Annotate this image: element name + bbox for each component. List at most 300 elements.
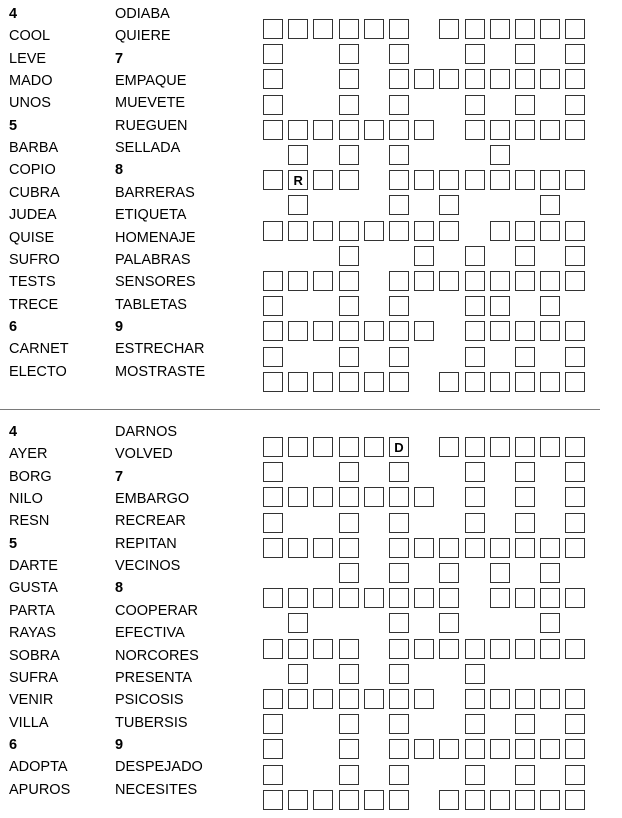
grid-cell[interactable] [490, 588, 510, 608]
grid-cell[interactable] [565, 19, 585, 39]
grid-cell[interactable] [414, 538, 434, 558]
word-entry: SOBRA [9, 647, 60, 664]
grid-cell[interactable] [490, 321, 510, 341]
grid-cell[interactable] [515, 19, 535, 39]
grid-cell[interactable] [515, 462, 535, 482]
grid-cell[interactable] [465, 739, 485, 759]
word-entry: VENIR [9, 692, 54, 709]
word-entry: COPIO [9, 162, 56, 179]
word-entry: NILO [9, 491, 43, 508]
grid-cell[interactable] [540, 296, 560, 316]
grid-cell[interactable] [288, 271, 308, 291]
grid-cell[interactable] [565, 714, 585, 734]
grid-cell[interactable] [339, 44, 359, 64]
grid-cell[interactable] [339, 145, 359, 165]
grid-cell[interactable] [339, 347, 359, 367]
grid-cell[interactable] [439, 739, 459, 759]
grid-cell[interactable] [389, 170, 409, 190]
grid-cell[interactable] [565, 513, 585, 533]
grid-cell[interactable] [263, 221, 283, 241]
grid-cell-given-letter[interactable]: R [288, 170, 308, 190]
grid-cell[interactable] [465, 246, 485, 266]
word-entry: RECREAR [115, 513, 186, 530]
grid-cell[interactable] [465, 689, 485, 709]
grid-cell[interactable] [465, 69, 485, 89]
grid-cell[interactable] [565, 120, 585, 140]
grid-cell[interactable] [515, 221, 535, 241]
grid-cell[interactable] [565, 221, 585, 241]
grid-cell[interactable] [515, 170, 535, 190]
grid-cell[interactable] [364, 321, 384, 341]
grid-cell[interactable] [313, 588, 333, 608]
grid-cell[interactable] [465, 790, 485, 810]
grid-cell[interactable] [465, 347, 485, 367]
grid-cell[interactable] [288, 321, 308, 341]
grid-cell[interactable] [364, 588, 384, 608]
grid-cell[interactable] [313, 321, 333, 341]
grid-cell[interactable] [364, 120, 384, 140]
grid-cell[interactable] [465, 44, 485, 64]
grid-cell[interactable] [339, 639, 359, 659]
grid-cell[interactable] [389, 714, 409, 734]
grid-cell[interactable] [339, 19, 359, 39]
grid-cell[interactable] [439, 639, 459, 659]
grid-cell[interactable] [389, 321, 409, 341]
grid-cell[interactable] [263, 765, 283, 785]
grid-cell[interactable] [313, 372, 333, 392]
word-entry: EMBARGO [115, 491, 190, 508]
word-entry: SELLADA [115, 140, 181, 157]
grid-cell[interactable] [389, 639, 409, 659]
grid-cell[interactable] [540, 120, 560, 140]
grid-cell[interactable] [515, 95, 535, 115]
grid-cell[interactable] [389, 689, 409, 709]
grid-cell[interactable] [364, 221, 384, 241]
grid-cell[interactable] [389, 296, 409, 316]
grid-cell[interactable] [339, 487, 359, 507]
grid-cell[interactable] [540, 689, 560, 709]
grid-cell[interactable] [439, 372, 459, 392]
grid-cell[interactable] [288, 689, 308, 709]
word-entry: SUFRO [9, 251, 60, 268]
word-entry: TESTS [9, 274, 56, 291]
grid-cell[interactable] [263, 44, 283, 64]
grid-cell[interactable] [540, 221, 560, 241]
puzzle-1 [0, 0, 622, 400]
grid-cell[interactable] [313, 639, 333, 659]
grid-cell[interactable] [490, 69, 510, 89]
grid-cell[interactable] [339, 246, 359, 266]
grid-cell[interactable] [465, 487, 485, 507]
grid-cell[interactable] [414, 120, 434, 140]
grid-cell[interactable] [565, 95, 585, 115]
grid-cell[interactable] [465, 437, 485, 457]
word-entry: BARRERAS [115, 184, 195, 201]
grid-cell[interactable] [263, 513, 283, 533]
grid-cell[interactable] [339, 69, 359, 89]
grid-cell[interactable] [540, 19, 560, 39]
grid-cell[interactable] [263, 347, 283, 367]
grid-cell[interactable] [263, 739, 283, 759]
grid-cell[interactable] [565, 271, 585, 291]
grid-cell[interactable] [490, 296, 510, 316]
grid-cell[interactable] [515, 513, 535, 533]
grid-cell[interactable] [288, 487, 308, 507]
grid-cell[interactable] [389, 513, 409, 533]
word-entry: QUIERE [115, 28, 171, 45]
grid-cell[interactable] [565, 689, 585, 709]
word-entry: SUFRA [9, 669, 59, 686]
grid-cell[interactable] [490, 145, 510, 165]
grid-cell[interactable] [288, 19, 308, 39]
grid-cell[interactable] [389, 538, 409, 558]
grid-cell[interactable] [313, 487, 333, 507]
word-entry: DARTE [9, 558, 58, 575]
grid-cell[interactable] [439, 170, 459, 190]
grid-cell[interactable] [263, 689, 283, 709]
grid-cell[interactable] [389, 664, 409, 684]
grid-cell[interactable] [389, 271, 409, 291]
grid-cell[interactable] [515, 487, 535, 507]
grid-cell[interactable] [414, 271, 434, 291]
grid-cell[interactable] [414, 639, 434, 659]
grid-cell[interactable] [490, 689, 510, 709]
grid-cell[interactable] [389, 95, 409, 115]
grid-cell[interactable] [439, 195, 459, 215]
grid-cell[interactable] [465, 765, 485, 785]
word-length-header: 7 [115, 50, 124, 67]
grid-cell[interactable] [465, 664, 485, 684]
grid-cell[interactable] [540, 538, 560, 558]
word-entry: EMPAQUE [115, 73, 187, 90]
grid-cell[interactable] [389, 563, 409, 583]
grid-cell[interactable] [490, 120, 510, 140]
word-entry: TABLETAS [115, 296, 187, 313]
grid-cell[interactable] [540, 613, 560, 633]
grid-cell[interactable] [465, 170, 485, 190]
grid-cell[interactable] [565, 639, 585, 659]
grid-cell[interactable] [439, 69, 459, 89]
grid-cell[interactable] [465, 462, 485, 482]
grid-cell[interactable] [288, 613, 308, 633]
grid-cell[interactable] [339, 689, 359, 709]
word-length-header: 8 [115, 162, 124, 179]
grid-cell[interactable] [263, 639, 283, 659]
grid-cell[interactable] [263, 120, 283, 140]
grid-cell[interactable] [313, 437, 333, 457]
grid-cell[interactable] [339, 296, 359, 316]
grid-cell[interactable] [540, 437, 560, 457]
grid-cell[interactable] [389, 347, 409, 367]
grid-cell[interactable] [465, 513, 485, 533]
grid-cell[interactable] [439, 271, 459, 291]
grid-cell[interactable] [565, 321, 585, 341]
grid-cell[interactable] [339, 790, 359, 810]
grid-cell[interactable] [439, 538, 459, 558]
word-entry: PRESENTA [115, 669, 193, 686]
grid-cell[interactable] [465, 372, 485, 392]
grid-cell[interactable] [515, 689, 535, 709]
grid-cell[interactable] [414, 588, 434, 608]
grid-cell[interactable] [288, 372, 308, 392]
word-entry: DARNOS [115, 424, 178, 440]
word-entry: PALABRAS [115, 251, 191, 268]
grid-cell[interactable] [263, 271, 283, 291]
grid-cell[interactable] [565, 246, 585, 266]
grid-cell[interactable] [414, 170, 434, 190]
grid-cell[interactable] [565, 790, 585, 810]
grid-cell[interactable] [465, 714, 485, 734]
grid-cell[interactable] [339, 170, 359, 190]
grid-cell[interactable] [490, 271, 510, 291]
grid-cell[interactable] [389, 613, 409, 633]
grid-cell[interactable] [263, 296, 283, 316]
grid-cell[interactable] [389, 120, 409, 140]
grid-cell[interactable] [389, 221, 409, 241]
grid-cell[interactable] [465, 296, 485, 316]
word-length-header: 9 [115, 318, 124, 335]
grid-cell[interactable] [339, 462, 359, 482]
grid-cell[interactable] [288, 588, 308, 608]
grid-cell[interactable] [389, 145, 409, 165]
grid-cell[interactable] [364, 437, 384, 457]
grid-cell[interactable] [263, 372, 283, 392]
grid-cell[interactable] [414, 487, 434, 507]
grid-cell[interactable] [465, 95, 485, 115]
word-entry: APUROS [9, 781, 71, 798]
grid-cell[interactable] [389, 487, 409, 507]
word-entry: VOLVED [115, 446, 173, 463]
grid-cell[interactable] [515, 120, 535, 140]
grid-cell[interactable] [339, 221, 359, 241]
grid-cell[interactable] [515, 372, 535, 392]
grid-cell[interactable] [515, 588, 535, 608]
grid-cell[interactable] [490, 538, 510, 558]
grid-cell[interactable] [389, 19, 409, 39]
word-entry: CARNET [9, 341, 69, 358]
grid-cell[interactable] [490, 739, 510, 759]
grid-cell[interactable] [465, 321, 485, 341]
grid-cell[interactable] [263, 790, 283, 810]
grid-cell[interactable] [263, 95, 283, 115]
grid-cell[interactable] [339, 538, 359, 558]
grid-cell[interactable] [414, 739, 434, 759]
word-entry: ESTRECHAR [115, 341, 205, 358]
word-length-header: 5 [9, 117, 18, 134]
grid-cell[interactable] [515, 44, 535, 64]
grid-cell[interactable] [439, 19, 459, 39]
grid-cell[interactable] [490, 437, 510, 457]
grid-cell[interactable] [263, 437, 283, 457]
grid-cell[interactable] [565, 44, 585, 64]
grid-cell[interactable] [389, 739, 409, 759]
grid-cell[interactable] [565, 487, 585, 507]
grid-cell-given-letter[interactable]: D [389, 437, 409, 457]
word-entry: ETIQUETA [115, 207, 187, 224]
grid-cell[interactable] [465, 19, 485, 39]
grid-cell[interactable] [465, 639, 485, 659]
grid-cell[interactable] [565, 588, 585, 608]
grid-cell[interactable] [515, 739, 535, 759]
grid-cell[interactable] [313, 790, 333, 810]
grid-cell[interactable] [263, 487, 283, 507]
grid-cell[interactable] [515, 246, 535, 266]
word-entry: VECINOS [115, 558, 181, 575]
grid-cell[interactable] [288, 639, 308, 659]
grid-cell[interactable] [339, 321, 359, 341]
grid-cell[interactable] [439, 221, 459, 241]
grid-cell[interactable] [439, 613, 459, 633]
grid-cell[interactable] [490, 563, 510, 583]
grid-cell[interactable] [263, 19, 283, 39]
grid-cell[interactable] [339, 437, 359, 457]
grid-cell[interactable] [439, 437, 459, 457]
word-entry: PSICOSIS [115, 692, 184, 709]
grid-cell[interactable] [389, 765, 409, 785]
grid-cell[interactable] [339, 372, 359, 392]
grid-cell[interactable] [540, 790, 560, 810]
grid-cell[interactable] [263, 538, 283, 558]
grid-cell[interactable] [490, 639, 510, 659]
grid-cell[interactable] [263, 170, 283, 190]
grid-cell[interactable] [339, 513, 359, 533]
grid-cell[interactable] [364, 487, 384, 507]
grid-cell[interactable] [490, 221, 510, 241]
grid-cell[interactable] [414, 246, 434, 266]
grid-cell[interactable] [414, 69, 434, 89]
word-entry: MADO [9, 73, 53, 90]
grid-cell[interactable] [439, 790, 459, 810]
grid-cell[interactable] [364, 790, 384, 810]
word-entry: JUDEA [9, 207, 57, 224]
grid-cell[interactable] [288, 437, 308, 457]
grid-cell[interactable] [339, 664, 359, 684]
grid-cell[interactable] [389, 588, 409, 608]
grid-cell[interactable] [263, 462, 283, 482]
grid-cell[interactable] [339, 95, 359, 115]
grid-cell[interactable] [515, 538, 535, 558]
grid-cell[interactable] [364, 689, 384, 709]
grid-cell[interactable] [540, 69, 560, 89]
grid-cell[interactable] [540, 639, 560, 659]
word-entry: AYER [9, 446, 48, 463]
grid-cell[interactable] [288, 790, 308, 810]
grid-cell[interactable] [389, 372, 409, 392]
grid-cell[interactable] [515, 639, 535, 659]
grid-cell[interactable] [490, 372, 510, 392]
grid-cell[interactable] [288, 120, 308, 140]
grid-cell[interactable] [389, 790, 409, 810]
grid-cell[interactable] [339, 120, 359, 140]
grid-cell[interactable] [540, 170, 560, 190]
grid-cell[interactable] [565, 347, 585, 367]
grid-cell[interactable] [515, 321, 535, 341]
grid-cell[interactable] [515, 271, 535, 291]
grid-cell[interactable] [515, 347, 535, 367]
grid-cell[interactable] [389, 44, 409, 64]
grid-cell[interactable] [389, 69, 409, 89]
grid-cell[interactable] [565, 765, 585, 785]
grid-cell[interactable] [490, 790, 510, 810]
grid-cell[interactable] [339, 271, 359, 291]
grid-cell[interactable] [339, 563, 359, 583]
grid-cell[interactable] [263, 714, 283, 734]
grid-cell[interactable] [565, 538, 585, 558]
grid-cell[interactable] [490, 170, 510, 190]
grid-cell[interactable] [288, 664, 308, 684]
grid-cell[interactable] [414, 689, 434, 709]
grid-cell[interactable] [414, 221, 434, 241]
grid-cell[interactable] [313, 538, 333, 558]
grid-cell[interactable] [439, 563, 459, 583]
grid-cell[interactable] [565, 372, 585, 392]
grid-cell[interactable] [313, 120, 333, 140]
grid-cell[interactable] [540, 563, 560, 583]
grid-cell[interactable] [565, 170, 585, 190]
grid-cell[interactable] [515, 69, 535, 89]
grid-cell[interactable] [389, 195, 409, 215]
word-entry: MOSTRASTE [115, 363, 206, 380]
grid-cell[interactable] [313, 689, 333, 709]
grid-cell[interactable] [313, 170, 333, 190]
grid-cell[interactable] [288, 221, 308, 241]
word-entry: SENSORES [115, 274, 196, 291]
word-entry: CUBRA [9, 184, 60, 201]
grid-cell[interactable] [263, 69, 283, 89]
grid-cell[interactable] [515, 790, 535, 810]
grid-cell[interactable] [515, 765, 535, 785]
grid-cell[interactable] [263, 588, 283, 608]
grid-cell[interactable] [288, 145, 308, 165]
word-entry: TUBERSIS [115, 714, 188, 731]
grid-cell[interactable] [515, 714, 535, 734]
grid-cell[interactable] [565, 739, 585, 759]
grid-cell[interactable] [565, 462, 585, 482]
grid-cell[interactable] [565, 69, 585, 89]
grid-cell[interactable] [339, 588, 359, 608]
grid-cell[interactable] [339, 739, 359, 759]
grid-cell[interactable] [288, 195, 308, 215]
grid-cell[interactable] [439, 588, 459, 608]
grid-cell[interactable] [540, 195, 560, 215]
grid-cell[interactable] [339, 714, 359, 734]
grid-cell[interactable] [389, 462, 409, 482]
grid-cell[interactable] [515, 437, 535, 457]
grid-cell[interactable] [288, 538, 308, 558]
grid-cell[interactable] [364, 19, 384, 39]
grid-cell[interactable] [540, 739, 560, 759]
grid-cell[interactable] [313, 221, 333, 241]
grid-cell[interactable] [540, 321, 560, 341]
grid-cell[interactable] [465, 271, 485, 291]
grid-cell[interactable] [540, 372, 560, 392]
word-entry: TRECE [9, 296, 59, 313]
grid-cell[interactable] [414, 321, 434, 341]
grid-cell[interactable] [339, 765, 359, 785]
grid-cell[interactable] [490, 19, 510, 39]
grid-cell[interactable] [364, 372, 384, 392]
grid-cell[interactable] [313, 271, 333, 291]
grid-cell[interactable] [465, 538, 485, 558]
grid-cell[interactable] [565, 437, 585, 457]
word-entry: ODIABA [115, 6, 170, 22]
word-entry: DESPEJADO [115, 759, 203, 776]
grid-cell[interactable] [540, 588, 560, 608]
grid-cell[interactable] [465, 120, 485, 140]
grid-cell[interactable] [313, 19, 333, 39]
grid-cell[interactable] [263, 321, 283, 341]
grid-cell[interactable] [540, 271, 560, 291]
